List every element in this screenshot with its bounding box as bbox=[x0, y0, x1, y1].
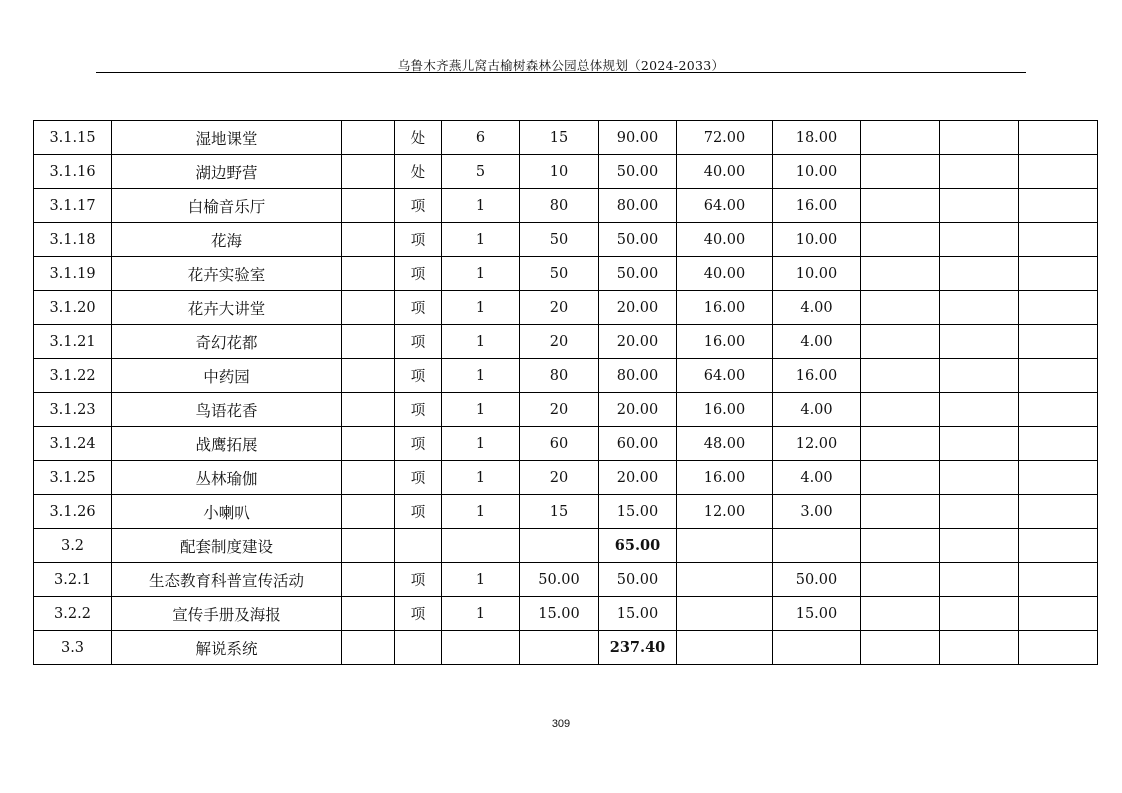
cell-item-name: 丛林瑜伽 bbox=[112, 461, 342, 495]
cell-code: 3.1.19 bbox=[34, 257, 112, 291]
table-row bbox=[34, 529, 1098, 563]
cell-unit: 项 bbox=[395, 325, 442, 359]
cell-col-8 bbox=[677, 529, 773, 563]
cell-col-12 bbox=[1019, 291, 1098, 325]
cell-col-12 bbox=[1019, 597, 1098, 631]
cell-total: 90.00 bbox=[599, 121, 677, 155]
cell-col-11 bbox=[940, 121, 1019, 155]
cell-spec bbox=[342, 631, 395, 665]
budget-table bbox=[33, 120, 1098, 665]
cell-item-name: 小喇叭 bbox=[112, 495, 342, 529]
cell-quantity bbox=[442, 529, 520, 563]
cell-col-11 bbox=[940, 529, 1019, 563]
cell-spec bbox=[342, 257, 395, 291]
cell-total: 20.00 bbox=[599, 461, 677, 495]
cell-unit-price: 20 bbox=[520, 325, 599, 359]
cell-col-9: 12.00 bbox=[773, 427, 861, 461]
cell-quantity: 1 bbox=[442, 257, 520, 291]
cell-col-11 bbox=[940, 291, 1019, 325]
cell-col-11 bbox=[940, 563, 1019, 597]
table-row bbox=[34, 155, 1098, 189]
cell-item-name: 中药园 bbox=[112, 359, 342, 393]
cell-unit bbox=[395, 631, 442, 665]
cell-code: 3.1.24 bbox=[34, 427, 112, 461]
table-row bbox=[34, 291, 1098, 325]
cell-total: 20.00 bbox=[599, 291, 677, 325]
cell-code: 3.1.22 bbox=[34, 359, 112, 393]
cell-col-11 bbox=[940, 223, 1019, 257]
cell-col-10 bbox=[861, 189, 940, 223]
cell-spec bbox=[342, 291, 395, 325]
page-number: 309 bbox=[551, 718, 571, 730]
cell-quantity: 5 bbox=[442, 155, 520, 189]
cell-total: 15.00 bbox=[599, 495, 677, 529]
table-row bbox=[34, 563, 1098, 597]
table-row bbox=[34, 597, 1098, 631]
cell-item-name: 宣传手册及海报 bbox=[112, 597, 342, 631]
cell-quantity: 1 bbox=[442, 223, 520, 257]
cell-quantity: 1 bbox=[442, 393, 520, 427]
cell-total: 60.00 bbox=[599, 427, 677, 461]
cell-unit: 项 bbox=[395, 597, 442, 631]
cell-col-9: 4.00 bbox=[773, 393, 861, 427]
cell-total: 20.00 bbox=[599, 393, 677, 427]
cell-item-name: 白榆音乐厅 bbox=[112, 189, 342, 223]
cell-quantity: 1 bbox=[442, 291, 520, 325]
cell-col-11 bbox=[940, 257, 1019, 291]
cell-col-12 bbox=[1019, 495, 1098, 529]
cell-col-8: 64.00 bbox=[677, 189, 773, 223]
cell-unit bbox=[395, 529, 442, 563]
cell-code: 3.1.23 bbox=[34, 393, 112, 427]
cell-spec bbox=[342, 189, 395, 223]
cell-col-12 bbox=[1019, 189, 1098, 223]
cell-col-8: 40.00 bbox=[677, 257, 773, 291]
cell-col-10 bbox=[861, 257, 940, 291]
cell-col-8: 64.00 bbox=[677, 359, 773, 393]
cell-total: 50.00 bbox=[599, 155, 677, 189]
cell-unit: 处 bbox=[395, 121, 442, 155]
cell-item-name: 战鹰拓展 bbox=[112, 427, 342, 461]
cell-code: 3.2.2 bbox=[34, 597, 112, 631]
cell-quantity: 1 bbox=[442, 461, 520, 495]
cell-spec bbox=[342, 359, 395, 393]
table-row bbox=[34, 631, 1098, 665]
cell-col-12 bbox=[1019, 393, 1098, 427]
cell-quantity: 1 bbox=[442, 597, 520, 631]
table-row bbox=[34, 495, 1098, 529]
cell-item-name: 配套制度建设 bbox=[112, 529, 342, 563]
cell-col-8: 16.00 bbox=[677, 461, 773, 495]
cell-spec bbox=[342, 461, 395, 495]
cell-spec bbox=[342, 563, 395, 597]
cell-unit-price: 10 bbox=[520, 155, 599, 189]
cell-unit: 项 bbox=[395, 563, 442, 597]
cell-col-8: 12.00 bbox=[677, 495, 773, 529]
cell-unit-price: 20 bbox=[520, 393, 599, 427]
cell-spec bbox=[342, 223, 395, 257]
cell-unit-price bbox=[520, 529, 599, 563]
cell-col-12 bbox=[1019, 223, 1098, 257]
cell-quantity: 1 bbox=[442, 325, 520, 359]
cell-code: 3.1.18 bbox=[34, 223, 112, 257]
cell-col-12 bbox=[1019, 529, 1098, 563]
cell-col-9: 3.00 bbox=[773, 495, 861, 529]
cell-col-9: 10.00 bbox=[773, 257, 861, 291]
cell-spec bbox=[342, 529, 395, 563]
cell-quantity: 1 bbox=[442, 563, 520, 597]
cell-total: 80.00 bbox=[599, 359, 677, 393]
cell-quantity bbox=[442, 631, 520, 665]
cell-unit-price: 20 bbox=[520, 291, 599, 325]
cell-item-name: 解说系统 bbox=[112, 631, 342, 665]
cell-col-8: 40.00 bbox=[677, 155, 773, 189]
cell-col-9: 10.00 bbox=[773, 155, 861, 189]
cell-quantity: 6 bbox=[442, 121, 520, 155]
cell-col-11 bbox=[940, 155, 1019, 189]
table-row bbox=[34, 461, 1098, 495]
cell-col-10 bbox=[861, 223, 940, 257]
cell-col-12 bbox=[1019, 257, 1098, 291]
cell-col-11 bbox=[940, 325, 1019, 359]
cell-col-9 bbox=[773, 529, 861, 563]
header-rule bbox=[96, 72, 1026, 73]
cell-col-10 bbox=[861, 155, 940, 189]
cell-quantity: 1 bbox=[442, 427, 520, 461]
table-row bbox=[34, 189, 1098, 223]
cell-col-8: 16.00 bbox=[677, 291, 773, 325]
cell-item-name: 湖边野营 bbox=[112, 155, 342, 189]
cell-col-12 bbox=[1019, 427, 1098, 461]
table-row bbox=[34, 359, 1098, 393]
cell-col-8: 40.00 bbox=[677, 223, 773, 257]
cell-col-9: 18.00 bbox=[773, 121, 861, 155]
cell-code: 3.1.16 bbox=[34, 155, 112, 189]
cell-item-name: 花海 bbox=[112, 223, 342, 257]
cell-col-8: 72.00 bbox=[677, 121, 773, 155]
cell-unit: 项 bbox=[395, 393, 442, 427]
cell-col-9: 10.00 bbox=[773, 223, 861, 257]
cell-item-name: 鸟语花香 bbox=[112, 393, 342, 427]
cell-unit: 项 bbox=[395, 495, 442, 529]
cell-spec bbox=[342, 393, 395, 427]
cell-col-9: 16.00 bbox=[773, 189, 861, 223]
cell-col-12 bbox=[1019, 121, 1098, 155]
cell-col-8 bbox=[677, 597, 773, 631]
cell-spec bbox=[342, 495, 395, 529]
cell-total: 50.00 bbox=[599, 257, 677, 291]
cell-spec bbox=[342, 155, 395, 189]
cell-col-10 bbox=[861, 597, 940, 631]
cell-total: 15.00 bbox=[599, 597, 677, 631]
cell-col-10 bbox=[861, 325, 940, 359]
cell-col-9 bbox=[773, 631, 861, 665]
cell-item-name: 花卉实验室 bbox=[112, 257, 342, 291]
cell-unit-price bbox=[520, 631, 599, 665]
cell-col-9: 50.00 bbox=[773, 563, 861, 597]
cell-spec bbox=[342, 325, 395, 359]
cell-unit-price: 50.00 bbox=[520, 563, 599, 597]
cell-col-10 bbox=[861, 393, 940, 427]
cell-col-9: 15.00 bbox=[773, 597, 861, 631]
cell-unit-price: 15 bbox=[520, 121, 599, 155]
table-row bbox=[34, 257, 1098, 291]
cell-unit-price: 15 bbox=[520, 495, 599, 529]
cell-col-8: 48.00 bbox=[677, 427, 773, 461]
cell-col-9: 16.00 bbox=[773, 359, 861, 393]
cell-total: 50.00 bbox=[599, 563, 677, 597]
cell-unit-price: 50 bbox=[520, 223, 599, 257]
cell-col-10 bbox=[861, 359, 940, 393]
cell-unit-price: 60 bbox=[520, 427, 599, 461]
cell-quantity: 1 bbox=[442, 495, 520, 529]
cell-col-8 bbox=[677, 563, 773, 597]
cell-unit: 项 bbox=[395, 257, 442, 291]
cell-quantity: 1 bbox=[442, 189, 520, 223]
cell-col-10 bbox=[861, 631, 940, 665]
table-row bbox=[34, 223, 1098, 257]
cell-col-8: 16.00 bbox=[677, 325, 773, 359]
cell-item-name: 奇幻花都 bbox=[112, 325, 342, 359]
cell-col-9: 4.00 bbox=[773, 325, 861, 359]
cell-code: 3.1.15 bbox=[34, 121, 112, 155]
cell-code: 3.1.25 bbox=[34, 461, 112, 495]
cell-total: 80.00 bbox=[599, 189, 677, 223]
cell-code: 3.1.20 bbox=[34, 291, 112, 325]
cell-col-8: 16.00 bbox=[677, 393, 773, 427]
cell-unit: 项 bbox=[395, 189, 442, 223]
cell-col-10 bbox=[861, 427, 940, 461]
cell-col-9: 4.00 bbox=[773, 291, 861, 325]
page-header-title: 乌鲁木齐燕儿窝古榆树森林公园总体规划（2024-2033） bbox=[397, 58, 725, 73]
cell-code: 3.1.21 bbox=[34, 325, 112, 359]
cell-col-12 bbox=[1019, 325, 1098, 359]
cell-col-11 bbox=[940, 189, 1019, 223]
cell-col-11 bbox=[940, 427, 1019, 461]
cell-unit: 项 bbox=[395, 359, 442, 393]
table-row bbox=[34, 393, 1098, 427]
cell-col-8 bbox=[677, 631, 773, 665]
cell-spec bbox=[342, 427, 395, 461]
cell-col-10 bbox=[861, 563, 940, 597]
cell-total: 65.00 bbox=[599, 529, 677, 563]
cell-total: 50.00 bbox=[599, 223, 677, 257]
cell-col-10 bbox=[861, 121, 940, 155]
cell-unit-price: 80 bbox=[520, 359, 599, 393]
cell-col-10 bbox=[861, 529, 940, 563]
cell-col-12 bbox=[1019, 631, 1098, 665]
cell-unit: 项 bbox=[395, 223, 442, 257]
cell-unit-price: 80 bbox=[520, 189, 599, 223]
cell-col-12 bbox=[1019, 563, 1098, 597]
cell-col-11 bbox=[940, 495, 1019, 529]
cell-col-11 bbox=[940, 393, 1019, 427]
cell-col-9: 4.00 bbox=[773, 461, 861, 495]
cell-col-12 bbox=[1019, 461, 1098, 495]
cell-spec bbox=[342, 121, 395, 155]
cell-unit: 项 bbox=[395, 291, 442, 325]
table-body bbox=[34, 121, 1098, 665]
cell-code: 3.1.26 bbox=[34, 495, 112, 529]
cell-spec bbox=[342, 597, 395, 631]
cell-col-12 bbox=[1019, 155, 1098, 189]
cell-code: 3.2.1 bbox=[34, 563, 112, 597]
cell-col-12 bbox=[1019, 359, 1098, 393]
table-row bbox=[34, 427, 1098, 461]
cell-col-11 bbox=[940, 461, 1019, 495]
cell-unit: 处 bbox=[395, 155, 442, 189]
cell-total: 237.40 bbox=[599, 631, 677, 665]
cell-code: 3.2 bbox=[34, 529, 112, 563]
cell-item-name: 生态教育科普宣传活动 bbox=[112, 563, 342, 597]
table-row bbox=[34, 121, 1098, 155]
cell-col-11 bbox=[940, 359, 1019, 393]
cell-unit: 项 bbox=[395, 427, 442, 461]
cell-unit-price: 15.00 bbox=[520, 597, 599, 631]
cell-col-10 bbox=[861, 461, 940, 495]
cell-unit: 项 bbox=[395, 461, 442, 495]
cell-total: 20.00 bbox=[599, 325, 677, 359]
cell-item-name: 花卉大讲堂 bbox=[112, 291, 342, 325]
cell-col-10 bbox=[861, 495, 940, 529]
table-row bbox=[34, 325, 1098, 359]
cell-unit-price: 20 bbox=[520, 461, 599, 495]
cell-quantity: 1 bbox=[442, 359, 520, 393]
cell-col-10 bbox=[861, 291, 940, 325]
cell-code: 3.1.17 bbox=[34, 189, 112, 223]
cell-col-11 bbox=[940, 597, 1019, 631]
cell-unit-price: 50 bbox=[520, 257, 599, 291]
cell-code: 3.3 bbox=[34, 631, 112, 665]
cell-col-11 bbox=[940, 631, 1019, 665]
cell-item-name: 湿地课堂 bbox=[112, 121, 342, 155]
